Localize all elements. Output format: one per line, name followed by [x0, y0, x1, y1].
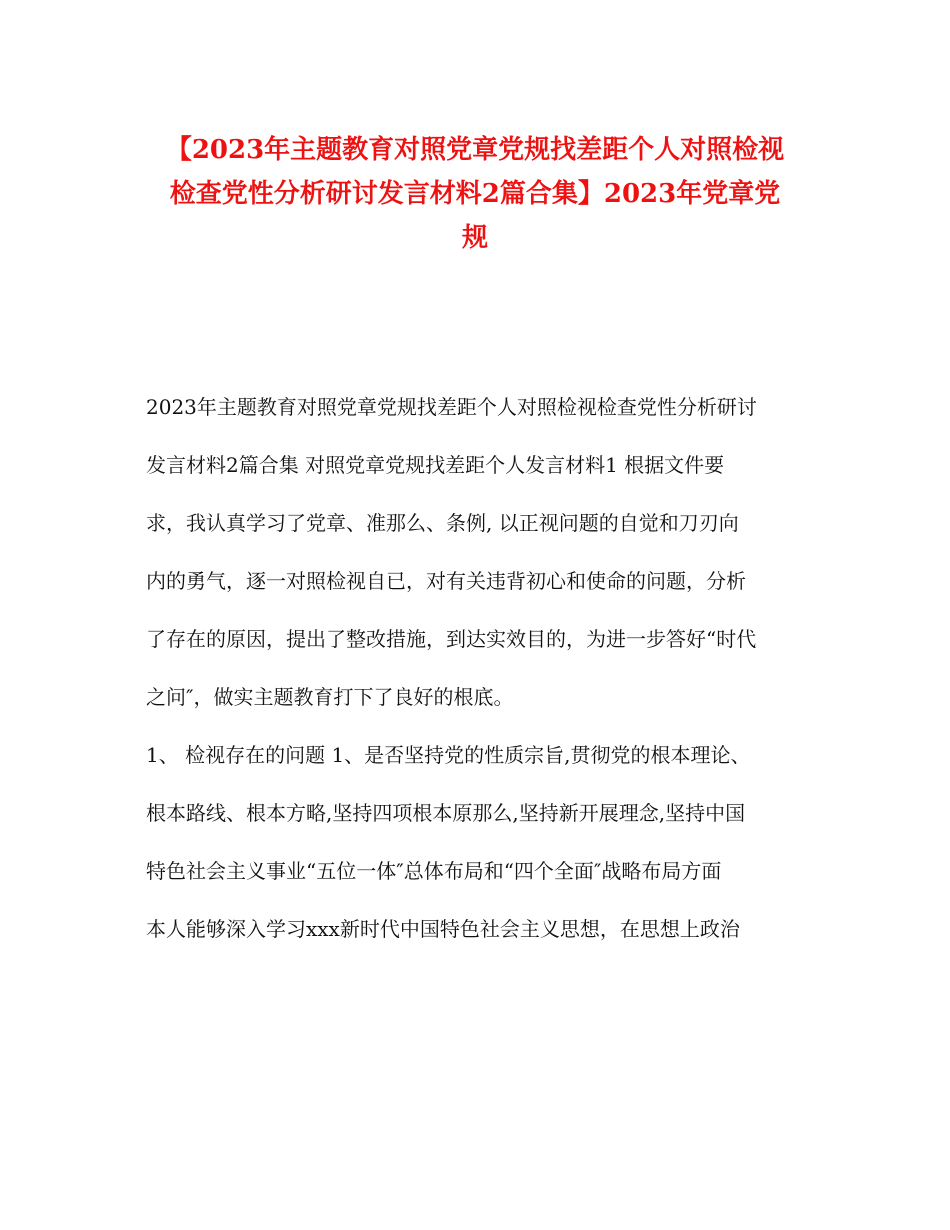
title-line: 【2023年主题教育对照党章党规找差距个人对照检视 — [165, 135, 785, 165]
body-line: 了存在的原因，提出了整改措施，到达实效目的，为进一步答好“时代 — [146, 627, 757, 651]
body-line: 发言材料2篇合集 对照党章党规找差距个人发言材料1 根据文件要 — [146, 453, 725, 477]
body-line: 求，我认真学习了党章、准那么、条例, 以正视问题的自觉和刀刃向 — [146, 511, 739, 535]
body-line: 特色社会主义事业“五位一体″总体布局和“四个全面″战略布局方面 — [146, 859, 722, 883]
title-line: 规 — [461, 223, 488, 253]
title-line: 检查党性分析研讨发言材料2篇合集】2023年党章党 — [169, 179, 781, 209]
document-title — [140, 128, 810, 260]
body-line: 本人能够深入学习xxx新时代中国特色社会主义思想，在思想上政治 — [146, 917, 740, 941]
body-line: 内的勇气，逐一对照检视自已，对有关违背初心和使命的问题，分析 — [146, 569, 746, 593]
body-line: 1、 检视存在的问题 1、是否坚持党的性质宗旨,贯彻党的根本理论、 — [146, 743, 751, 767]
body-line: 2023年主题教育对照党章党规找差距个人对照检视检查党性分析研讨 — [146, 395, 757, 419]
body-line: 根本路线、根本方略,坚持四项根本原那么,坚持新开展理念,坚持中国 — [146, 801, 746, 825]
body-line: 之问″，做实主题教育打下了良好的根底。 — [146, 685, 514, 709]
document-body — [146, 378, 816, 958]
